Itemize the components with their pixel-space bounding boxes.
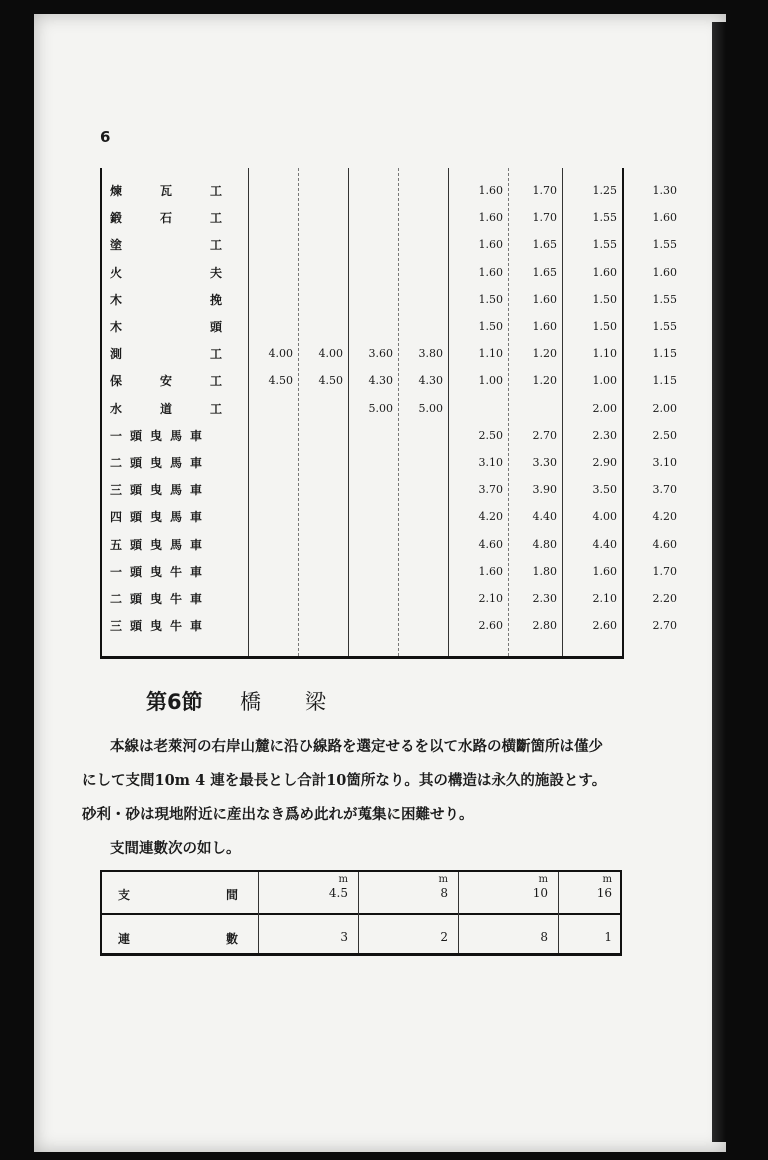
table-cell: 1.55 <box>592 238 617 252</box>
row-label-text: 一頭曳牛車 <box>110 564 211 579</box>
column-divider <box>258 872 259 953</box>
table-cell: 2.30 <box>592 428 617 442</box>
section-title: 橋梁 <box>240 690 370 714</box>
row-label-char: 安 <box>160 374 173 389</box>
span-unit: m <box>602 874 612 885</box>
table-cell: 4.50 <box>268 374 293 388</box>
table-cell: 1.50 <box>592 292 617 306</box>
table-row <box>100 368 677 395</box>
table-row <box>100 504 677 531</box>
table-cell: 1.50 <box>478 292 503 306</box>
table-cell: 2.70 <box>652 619 677 633</box>
table-cell: 5.00 <box>418 401 443 415</box>
paragraph-line: 本線は老萊河の右岸山麓に沿ひ線路を選定せるを以て水路の横斷箇所は僅少 <box>110 738 603 755</box>
table-row <box>100 205 677 232</box>
table-cell: 1.60 <box>592 564 617 578</box>
table-cell: 4.80 <box>532 537 557 551</box>
paragraph-line: にして支間10m 4 連を最長とし合計10箇所なり。其の構造は永久的施設とす。 <box>82 772 607 789</box>
table-cell: 2.00 <box>652 401 677 415</box>
table-cell: 1.50 <box>478 320 503 333</box>
row-label-text: 一頭曳馬車 <box>110 428 211 443</box>
row-label-char: 工 <box>210 347 223 362</box>
table-cell: 3.10 <box>652 456 677 469</box>
span-value: 8 <box>440 886 448 900</box>
table-row <box>100 477 677 504</box>
span-unit: m <box>338 874 348 885</box>
table-cell: 4.60 <box>478 537 503 551</box>
span-value: 4.5 <box>328 886 348 900</box>
table-cell: 4.30 <box>368 374 393 388</box>
row-label-text: 二頭曳馬車 <box>110 456 211 470</box>
table-cell: 1.60 <box>532 320 557 333</box>
column-divider <box>358 872 359 953</box>
table-row <box>100 532 677 559</box>
table-cell: 5.00 <box>368 401 393 415</box>
table-cell: 4.00 <box>318 347 343 361</box>
table-cell: 1.55 <box>652 320 677 333</box>
row-label-text: 三頭曳馬車 <box>110 483 211 498</box>
table-cell: 3.90 <box>532 483 557 497</box>
table-cell: 2.80 <box>532 619 557 633</box>
table-cell: 1.60 <box>478 211 503 225</box>
table-cell: 2.20 <box>652 592 677 605</box>
table-cell: 2.90 <box>592 456 617 469</box>
row-label-char: 工 <box>210 184 223 198</box>
table-cell: 3.70 <box>478 483 503 497</box>
span-row-label-char: 間 <box>226 888 239 902</box>
table-row <box>100 586 677 613</box>
table-cell: 4.50 <box>318 374 343 388</box>
table-cell: 4.60 <box>652 537 677 551</box>
table-cell: 1.00 <box>478 374 503 388</box>
table-cell: 3.10 <box>478 456 503 469</box>
table-cell: 1.65 <box>532 265 557 279</box>
row-label-char: 測 <box>110 347 123 362</box>
row-label-char: 石 <box>160 211 173 226</box>
count-row-label-char: 數 <box>226 932 239 946</box>
table-row <box>100 613 677 640</box>
table-cell: 2.50 <box>478 428 503 442</box>
table-cell: 1.60 <box>478 184 503 197</box>
table-cell: 4.20 <box>652 510 677 524</box>
row-label-char: 頭 <box>210 320 223 334</box>
table-cell: 3.50 <box>592 483 617 497</box>
table-cell: 1.60 <box>478 238 503 252</box>
table-row <box>100 559 677 586</box>
paragraph-line: 砂利・砂は現地附近に産出なき爲め此れが蒐集に困難せり。 <box>82 806 474 823</box>
row-label-char: 挽 <box>210 292 223 307</box>
table-cell: 1.60 <box>532 292 557 306</box>
table-cell: 4.20 <box>478 510 503 524</box>
row-label-text: 三頭曳牛車 <box>110 619 211 634</box>
count-value: 1 <box>604 930 612 944</box>
table-cell: 1.15 <box>652 347 677 361</box>
table-cell: 1.55 <box>592 211 617 225</box>
wage-table <box>100 168 677 659</box>
table-cell: 1.55 <box>652 238 677 252</box>
table-cell: 1.60 <box>478 564 503 578</box>
row-label-text: 五頭曳馬車 <box>110 537 211 552</box>
span-unit: m <box>438 874 448 885</box>
row-label-char: 木 <box>110 292 123 307</box>
table-cell: 2.70 <box>532 428 557 442</box>
row-label-char: 煉 <box>110 184 123 198</box>
table-cell: 3.60 <box>368 347 393 361</box>
table-cell: 2.60 <box>592 619 617 633</box>
row-label-char: 木 <box>110 320 123 334</box>
count-value: 2 <box>440 930 448 944</box>
row-label-text: 四頭曳馬車 <box>110 510 211 525</box>
page-edge-shadow <box>712 22 726 1142</box>
row-label-char: 塗 <box>110 238 123 253</box>
row-label-char: 夫 <box>210 265 223 280</box>
table-cell: 1.10 <box>478 347 503 361</box>
row-label-char: 道 <box>160 401 173 416</box>
table-cell: 1.65 <box>532 238 557 252</box>
row-label-char: 工 <box>210 401 223 416</box>
table-row <box>100 178 677 205</box>
table-cell: 3.70 <box>652 483 677 497</box>
table-cell: 1.20 <box>532 347 557 361</box>
table-cell: 1.20 <box>532 374 557 388</box>
count-value: 8 <box>540 930 548 944</box>
table-cell: 1.60 <box>652 211 677 225</box>
table-cell: 1.10 <box>592 347 617 361</box>
table-cell: 2.10 <box>478 592 503 605</box>
column-divider <box>558 872 559 953</box>
span-value: 10 <box>532 886 548 900</box>
span-unit: m <box>538 874 548 885</box>
table-row <box>100 260 677 287</box>
table-cell: 1.00 <box>592 374 617 388</box>
table-row <box>100 450 677 477</box>
table-cell: 3.80 <box>418 347 443 361</box>
row-label-char: 工 <box>210 374 223 389</box>
table-cell: 1.70 <box>652 564 677 578</box>
table-cell: 1.50 <box>592 320 617 333</box>
table-cell: 4.00 <box>592 510 617 524</box>
table-cell: 1.70 <box>532 184 557 197</box>
table-row <box>100 423 677 450</box>
row-label-char: 瓦 <box>160 184 173 198</box>
section-number: 第6節 <box>146 690 203 714</box>
table-cell: 1.25 <box>592 184 617 197</box>
span-row-label-char: 支 <box>118 888 131 902</box>
table-cell: 3.30 <box>532 456 557 469</box>
row-label-char: 保 <box>110 374 123 389</box>
span-table <box>100 870 622 956</box>
row-label-char: 鍛 <box>110 211 123 226</box>
table-row <box>100 341 677 368</box>
table-cell: 2.00 <box>592 401 617 415</box>
table-row <box>100 232 677 259</box>
row-divider <box>102 913 620 915</box>
table-cell: 1.60 <box>652 265 677 279</box>
table-row <box>100 287 677 314</box>
row-label-char: 工 <box>210 211 223 226</box>
page-number: 6 <box>100 128 111 146</box>
table-cell: 4.30 <box>418 374 443 388</box>
table-cell: 1.55 <box>652 292 677 306</box>
table-cell: 1.60 <box>478 265 503 279</box>
table-cell: 2.30 <box>532 592 557 605</box>
row-label-text: 二頭曳牛車 <box>110 592 211 606</box>
row-label-char: 工 <box>210 238 223 253</box>
table-cell: 2.10 <box>592 592 617 605</box>
column-divider <box>458 872 459 953</box>
table-row <box>100 314 677 341</box>
table-cell: 2.50 <box>652 428 677 442</box>
paragraph-line: 支間連數次の如し。 <box>110 840 241 857</box>
table-cell: 4.40 <box>532 510 557 524</box>
count-row-label-char: 連 <box>118 932 131 946</box>
table-cell: 1.70 <box>532 211 557 225</box>
row-label-char: 火 <box>110 265 123 280</box>
table-cell: 1.80 <box>532 564 557 578</box>
span-value: 16 <box>596 886 612 900</box>
row-label-char: 水 <box>110 401 123 416</box>
table-cell: 2.60 <box>478 619 503 633</box>
count-value: 3 <box>340 930 348 944</box>
table-cell: 1.15 <box>652 374 677 388</box>
table-cell: 4.00 <box>268 347 293 361</box>
table-cell: 1.30 <box>652 184 677 197</box>
table-cell: 4.40 <box>592 537 617 551</box>
table-cell: 1.60 <box>592 265 617 279</box>
table-row <box>100 396 677 423</box>
